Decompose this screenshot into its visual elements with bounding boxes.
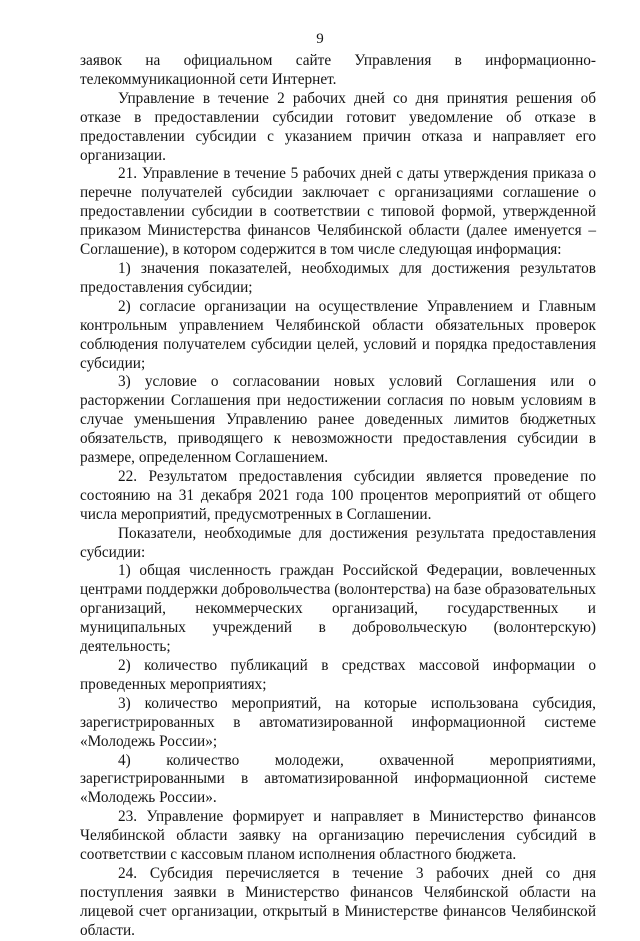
document-body (80, 52, 596, 941)
paragraph-continuation: заявок на официальном сайте Управления в информационно-телекоммуникационной сети Интернет. (80, 52, 596, 88)
paragraph-23-request: 23. Управление формирует и направляет в Министерство финансов Челябинской области заявку на организацию перечисления субсидий в соответствии с кассовым планом исполнения областного бюджета. (80, 808, 596, 864)
paragraph-indicator-2: 2) количество публикаций в средствах массовой информации о проведенных мероприятиях; (80, 657, 596, 693)
paragraph-refusal-notice: Управление в течение 2 рабочих дней со дня принятия решения об отказе в предоставлении субсидии готовит уведомление об отказе в предоставлении субсидии с указанием причин отказа и направляет его организации. (80, 89, 596, 164)
paragraph-21-agreement: 21. Управление в течение 5 рабочих дней с даты утверждения приказа о перечне получателей субсидии заключает с организациями соглашение о предоставлении субсидии в соответствии с типовой формой, утвержденной приказом Министерства финансов Челябинской области (далее именуется – Соглашение), в котором содержится в том числе следующая информация: (80, 165, 596, 259)
paragraph-indicator-1: 1) общая численность граждан Российской Федерации, вовлеченных центрами поддержки добровольчества (волонтерства) на базе образовательных организаций, некоммерческих организаций, государственных и муниципальных учреждений в добровольческую (волонтерскую) деятельность; (80, 562, 596, 656)
paragraph-21-item-2: 2) согласие организации на осуществление Управлением и Главным контрольным управлением Челябинской области обязательных проверок соблюдения получателем субсидии целей, условий и порядка предоставления субсидии; (80, 297, 596, 372)
paragraph-22-result: 22. Результатом предоставления субсидии является проведение по состоянию на 31 декабря 2021 года 100 процентов мероприятий от общего числа мероприятий, предусмотренных в Соглашении. (80, 467, 596, 523)
paragraph-indicator-3: 3) количество мероприятий, на которые использована субсидия, зарегистрированных в автоматизированной информационной системе «Молодежь России»; (80, 694, 596, 750)
page-number: 9 (316, 31, 324, 47)
paragraph-21-item-1: 1) значения показателей, необходимых для достижения результатов предоставления субсидии; (80, 259, 596, 296)
paragraph-24-transfer: 24. Субсидия перечисляется в течение 3 рабочих дней со дня поступления заявки в Министерство финансов Челябинской области на лицевой счет организации, открытый в Министерстве финансов Челябинской области. (80, 864, 596, 939)
paragraph-indicator-4: 4) количество молодежи, охваченной мероприятиями, зарегистрированными в автоматизированной информационной системе «Молодежь России». (80, 751, 596, 807)
paragraph-indicators-intro: Показатели, необходимые для достижения результата предоставления субсидии: (80, 524, 596, 561)
paragraph-21-item-3: 3) условие о согласовании новых условий Соглашения или о расторжении Соглашения при недостижении согласия по новым условиям в случае уменьшения Управлению ранее доведенных лимитов бюджетных обязательств, приводящего к невозможности предоставления субсидии в размере, определенном Соглашением. (80, 373, 596, 467)
